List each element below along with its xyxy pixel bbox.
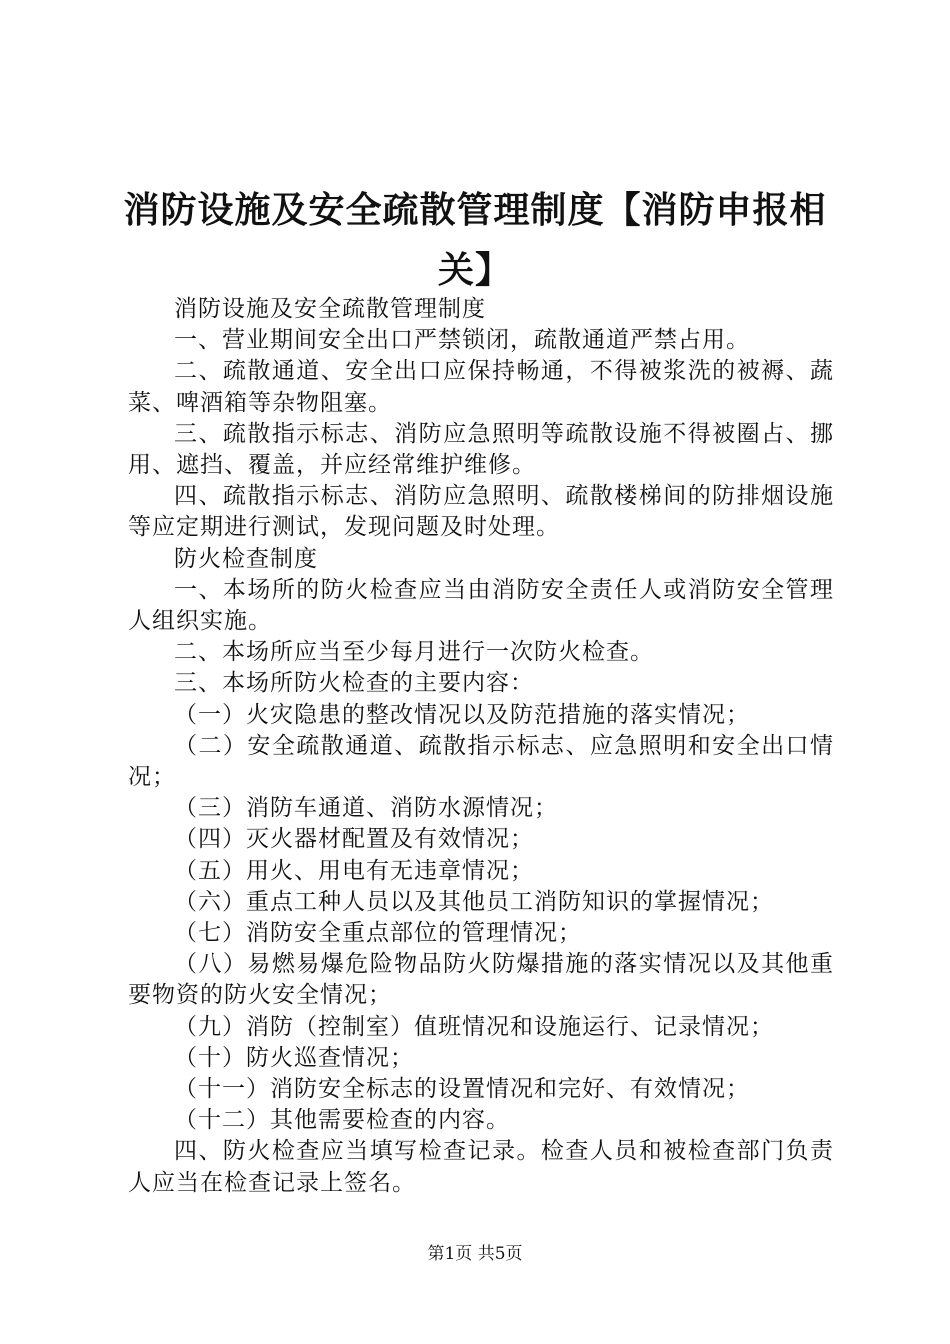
list-item: （四）灭火器材配置及有效情况； xyxy=(174,826,534,853)
paragraph: 二、本场所应当至少每月进行一次防火检查。 xyxy=(174,639,654,666)
list-item: （十）防火巡查情况； xyxy=(174,1044,414,1071)
list-item: （九）消防（控制室）值班情况和设施运行、记录情况； xyxy=(174,1013,774,1040)
paragraph: 一、营业期间安全出口严禁锁闭，疏散通道严禁占用。 xyxy=(174,327,750,354)
list-item: （八）易燃易爆危险物品防火防爆措施的落实情况以及其他重要物资的防火安全情况； xyxy=(128,951,834,1009)
paragraph: 四、疏散指示标志、消防应急照明、疏散楼梯间的防排烟设施等应定期进行测试，发现问题及时处理。 xyxy=(128,483,834,541)
list-item: （七）消防安全重点部位的管理情况； xyxy=(174,920,582,947)
paragraph: 四、防火检查应当填写检查记录。检查人员和被检查部门负责人应当在检查记录上签名。 xyxy=(128,1138,834,1196)
section-heading: 防火检查制度 xyxy=(174,545,318,572)
list-item: （六）重点工种人员以及其他员工消防知识的掌握情况； xyxy=(174,888,774,915)
paragraph: 一、本场所的防火检查应当由消防安全责任人或消防安全管理人组织实施。 xyxy=(128,576,834,635)
document-body xyxy=(128,294,834,1199)
document-title: 消防设施及安全疏散管理制度【消防申报相关】 xyxy=(123,189,827,291)
list-item: （二）安全疏散通道、疏散指示标志、应急照明和安全出口情况； xyxy=(128,732,834,791)
list-item: （十二）其他需要检查的内容。 xyxy=(174,1107,510,1134)
page-number-footer: 第1页 共5页 xyxy=(427,1244,523,1264)
list-item: （五）用火、用电有无违章情况； xyxy=(174,857,534,884)
paragraph: 消防设施及安全疏散管理制度 xyxy=(174,296,486,322)
paragraph: 三、本场所防火检查的主要内容： xyxy=(174,670,534,697)
list-item: （十一）消防安全标志的设置情况和完好、有效情况； xyxy=(174,1076,750,1103)
paragraph: 三、疏散指示标志、消防应急照明等疏散设施不得被圈占、挪用、遮挡、覆盖，并应经常维护维修。 xyxy=(128,420,834,479)
list-item: （三）消防车通道、消防水源情况； xyxy=(174,795,558,822)
list-item: （一）火灾隐患的整改情况以及防范措施的落实情况； xyxy=(174,701,750,728)
paragraph: 二、疏散通道、安全出口应保持畅通，不得被浆洗的被褥、蔬菜、啤酒箱等杂物阻塞。 xyxy=(128,358,834,416)
